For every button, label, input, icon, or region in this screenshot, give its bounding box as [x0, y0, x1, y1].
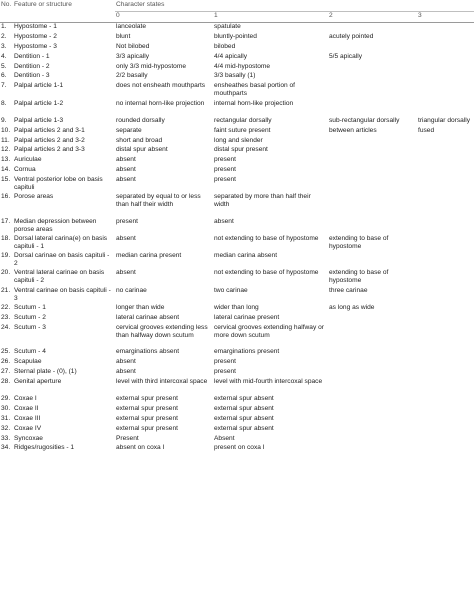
row-number: 3. — [1, 42, 7, 50]
state-2-cell — [328, 435, 417, 445]
table-row — [0, 33, 474, 43]
state-2-cell — [328, 348, 417, 358]
header-row-state-numbers — [0, 12, 474, 23]
state-1-cell: level with mid-fourth intercoxal space — [214, 377, 323, 385]
state-0-cell: absent — [116, 166, 136, 174]
feature-name: Hypostome - 3 — [14, 42, 57, 50]
table-row — [0, 63, 474, 73]
state-2-cell — [328, 100, 417, 117]
feature-name: Scutum - 3 — [14, 323, 46, 331]
state-3-cell — [417, 378, 474, 395]
feature-name: Sternal plate - (0), (1) — [14, 367, 77, 375]
state-2-cell — [328, 82, 417, 99]
feature-name: Genital aperture — [14, 377, 62, 385]
state-0-cell: absent — [116, 358, 136, 366]
state-0-cell: 2/2 basally — [116, 72, 148, 80]
feature-name: Palpal article 1-3 — [14, 116, 64, 124]
state-1-cell: cervical grooves extending halfway or more down scutum — [214, 323, 324, 339]
state-1-cell: rectangular dorsally — [214, 116, 272, 124]
state-0-cell: cervical grooves extending less than halfway down scutum — [116, 323, 208, 339]
state-3-cell — [417, 269, 474, 286]
state-2-cell — [328, 23, 417, 33]
feature-column-header: Feature or structure — [14, 1, 72, 8]
state-3-cell — [417, 444, 474, 454]
state-1-cell: external spur absent — [214, 424, 274, 432]
table-row — [0, 117, 474, 127]
state-1-cell: bilobed — [214, 42, 236, 50]
table-row — [0, 82, 474, 99]
state-1-cell: distal spur present — [214, 146, 268, 154]
row-number: 5. — [1, 62, 7, 70]
state-3-cell — [417, 23, 474, 33]
table-body — [0, 23, 474, 455]
row-number: 14. — [1, 166, 11, 174]
row-number: 19. — [1, 252, 11, 260]
row-number: 18. — [1, 235, 11, 243]
state-0-cell: external spur present — [116, 424, 178, 432]
feature-name: Palpal articles 2 and 3-2 — [14, 136, 85, 144]
state-2-cell: 5/5 apically — [329, 52, 362, 60]
table-row — [0, 146, 474, 156]
state-2-cell — [328, 63, 417, 73]
state-1-cell: present — [214, 367, 236, 375]
state-3-cell — [417, 425, 474, 435]
feature-name: Coxae II — [14, 404, 39, 412]
row-number: 12. — [1, 146, 11, 154]
table-row — [0, 324, 474, 349]
feature-name: Dorsal lateral carina(e) on basis capituli - 1 — [14, 235, 108, 251]
state-3-cell — [417, 235, 474, 252]
state-2-cell — [328, 444, 417, 454]
no-column-header: No. — [1, 1, 12, 8]
table-row — [0, 348, 474, 358]
feature-name: Cornua — [14, 166, 36, 174]
table-header — [0, 1, 474, 23]
feature-name: Scapulae — [14, 358, 42, 366]
state-0-header: 0 — [115, 12, 213, 23]
state-1-cell: present — [214, 166, 236, 174]
state-3-cell — [417, 405, 474, 415]
state-3-cell — [417, 435, 474, 445]
state-0-cell: blunt — [116, 32, 131, 40]
feature-name: Scutum - 4 — [14, 348, 46, 356]
table-row — [0, 314, 474, 324]
state-2-cell — [328, 166, 417, 176]
state-0-cell: longer than wide — [116, 303, 165, 311]
state-3-cell — [417, 304, 474, 314]
table-row — [0, 368, 474, 378]
state-0-cell: external spur present — [116, 395, 178, 403]
header-spacer — [13, 12, 115, 23]
state-0-cell: only 3/3 mid-hypostome — [116, 62, 187, 70]
state-3-cell — [417, 193, 474, 218]
table-row — [0, 425, 474, 435]
state-0-cell: level with third intercoxal space — [116, 377, 208, 385]
row-number: 4. — [1, 52, 7, 60]
state-3-cell — [417, 82, 474, 99]
feature-name: Dentition - 2 — [14, 62, 50, 70]
row-number: 33. — [1, 434, 11, 442]
state-3-cell: triangular dorsally — [418, 116, 471, 124]
feature-name: Palpal article 1-1 — [14, 82, 64, 90]
state-3-cell — [417, 415, 474, 425]
state-0-cell: no internal horn-like projection — [116, 99, 205, 107]
state-1-cell: ensheathes basal portion of mouthparts — [214, 82, 296, 98]
feature-name: Dentition - 1 — [14, 52, 50, 60]
character-states-header: Character states — [115, 1, 474, 12]
state-3-cell — [417, 156, 474, 166]
state-2-cell — [328, 218, 417, 235]
state-2-cell: between articles — [329, 126, 377, 134]
state-0-cell: 3/3 apically — [116, 52, 149, 60]
state-1-cell: present — [214, 156, 236, 164]
feature-name: Coxae I — [14, 395, 37, 403]
row-number: 23. — [1, 313, 11, 321]
table-row — [0, 235, 474, 252]
state-0-cell: present — [116, 217, 138, 225]
state-1-cell: faint suture present — [214, 126, 271, 134]
feature-name: Palpal articles 2 and 3-3 — [14, 146, 85, 154]
row-number: 6. — [1, 72, 7, 80]
state-0-cell: Not bilobed — [116, 42, 150, 50]
row-number: 15. — [1, 176, 11, 184]
table-row — [0, 415, 474, 425]
state-3-cell — [417, 287, 474, 304]
row-number: 24. — [1, 323, 11, 331]
row-number: 13. — [1, 156, 11, 164]
table-row — [0, 176, 474, 193]
feature-name: Palpal article 1-2 — [14, 99, 64, 107]
state-1-cell: long and slender — [214, 136, 263, 144]
feature-name: Auriculae — [14, 156, 42, 164]
state-3-cell — [417, 252, 474, 269]
feature-name: Palpal articles 2 and 3-1 — [14, 126, 85, 134]
feature-name: Coxae IV — [14, 424, 42, 432]
state-0-cell: external spur present — [116, 404, 178, 412]
state-0-cell: absent — [116, 156, 136, 164]
row-number: 21. — [1, 286, 11, 294]
row-number: 28. — [1, 377, 11, 385]
state-1-cell: 4/4 mid-hypostome — [214, 62, 271, 70]
state-0-cell: rounded dorsally — [116, 116, 165, 124]
state-1-cell: two carinae — [214, 286, 248, 294]
state-2-header: 2 — [328, 12, 417, 23]
row-number: 29. — [1, 395, 11, 403]
table-row — [0, 193, 474, 218]
feature-name: Ventral carinae on basis capituli - 3 — [14, 286, 111, 302]
state-2-cell: extending to base of hypostome — [329, 235, 389, 251]
row-number: 1. — [1, 23, 7, 30]
table-row — [0, 444, 474, 454]
row-number: 32. — [1, 424, 11, 432]
table-row — [0, 405, 474, 415]
row-number: 26. — [1, 358, 11, 366]
state-0-cell: median carina present — [116, 252, 182, 260]
feature-name: Coxae III — [14, 414, 41, 422]
state-2-cell — [328, 43, 417, 53]
state-0-cell: emarginations absent — [116, 348, 180, 356]
state-0-cell: distal spur absent — [116, 146, 168, 154]
state-0-cell: lanceolate — [116, 23, 147, 30]
state-1-cell: absent — [214, 217, 234, 225]
state-2-cell — [328, 314, 417, 324]
row-number: 7. — [1, 82, 7, 90]
state-2-cell — [328, 425, 417, 435]
state-2-cell: acutely pointed — [329, 32, 374, 40]
header-spacer — [0, 12, 13, 23]
state-0-cell: no carinae — [116, 286, 147, 294]
state-1-cell: not extending to base of hypostome — [214, 235, 319, 243]
state-0-cell: external spur present — [116, 414, 178, 422]
state-2-cell — [328, 395, 417, 405]
state-1-cell: spatulate — [214, 23, 241, 30]
table-row — [0, 166, 474, 176]
table-row — [0, 269, 474, 286]
state-3-cell — [417, 348, 474, 358]
state-2-cell — [328, 358, 417, 368]
state-1-cell: bluntly-pointed — [214, 32, 257, 40]
row-number: 34. — [1, 444, 11, 452]
state-1-header: 1 — [213, 12, 328, 23]
table-row — [0, 218, 474, 235]
state-2-cell — [328, 156, 417, 166]
state-3-cell — [417, 176, 474, 193]
state-1-cell: present — [214, 358, 236, 366]
row-number: 9. — [1, 116, 7, 124]
character-states-table — [0, 1, 474, 454]
table-row — [0, 137, 474, 147]
feature-name: Ridges/rugosities - 1 — [14, 444, 75, 452]
table-row — [0, 100, 474, 117]
state-3-cell: fused — [418, 126, 435, 134]
state-1-cell: 3/3 basally (1) — [214, 72, 256, 80]
feature-name: Hypostome - 1 — [14, 23, 57, 30]
state-1-cell: emarginations present — [214, 348, 280, 356]
row-number: 16. — [1, 193, 11, 201]
state-3-cell — [417, 395, 474, 405]
table-row — [0, 72, 474, 82]
state-3-cell — [417, 100, 474, 117]
state-2-cell — [328, 146, 417, 156]
table-row — [0, 156, 474, 166]
state-3-cell — [417, 146, 474, 156]
table-row — [0, 53, 474, 63]
state-0-cell: absent on coxa I — [116, 444, 165, 452]
row-number: 8. — [1, 99, 7, 107]
state-1-cell: wider than long — [214, 303, 259, 311]
feature-name: Dentition - 3 — [14, 72, 50, 80]
feature-name: Scutum - 2 — [14, 313, 46, 321]
state-0-cell: Present — [116, 434, 139, 442]
state-2-cell: sub-rectangular dorsally — [329, 116, 400, 124]
table-row — [0, 23, 474, 33]
state-2-cell — [328, 252, 417, 269]
state-0-cell: separated by equal to or less than half their width — [116, 193, 201, 209]
feature-name: Scutum - 1 — [14, 303, 46, 311]
state-2-cell — [328, 193, 417, 218]
state-3-cell — [417, 63, 474, 73]
state-1-cell: external spur absent — [214, 404, 274, 412]
feature-name: Syncoxae — [14, 434, 43, 442]
state-0-cell: absent — [116, 367, 136, 375]
state-2-cell — [328, 72, 417, 82]
row-number: 17. — [1, 217, 11, 225]
state-1-cell: lateral carinae present — [214, 313, 280, 321]
state-2-cell — [328, 415, 417, 425]
row-number: 11. — [1, 136, 10, 144]
row-number: 20. — [1, 269, 11, 277]
state-0-cell: absent — [116, 176, 136, 184]
row-number: 27. — [1, 367, 11, 375]
state-3-cell — [417, 53, 474, 63]
row-number: 22. — [1, 303, 11, 311]
state-3-header: 3 — [417, 12, 474, 23]
feature-name: Ventral lateral carinae on basis capituli - 2 — [14, 269, 105, 285]
row-number: 30. — [1, 404, 11, 412]
state-0-cell: separate — [116, 126, 142, 134]
feature-name: Hypostome - 2 — [14, 32, 57, 40]
state-3-cell — [417, 33, 474, 43]
feature-name: Median depression between porose areas — [14, 217, 97, 233]
state-1-cell: external spur absent — [214, 414, 274, 422]
table-row — [0, 252, 474, 269]
table-row — [0, 127, 474, 137]
state-1-cell: present on coxa I — [214, 444, 265, 452]
state-0-cell: does not ensheath mouthparts — [116, 82, 206, 90]
header-row-main — [0, 1, 474, 12]
state-3-cell — [417, 314, 474, 324]
state-2-cell — [328, 405, 417, 415]
state-1-cell: internal horn-like projection — [214, 99, 294, 107]
feature-name: Dorsal carinae on basis capituli - 2 — [14, 252, 110, 268]
feature-name: Porose areas — [14, 193, 54, 201]
table-row — [0, 287, 474, 304]
state-3-cell — [417, 368, 474, 378]
state-1-cell: 4/4 apically — [214, 52, 247, 60]
row-number: 31. — [1, 414, 11, 422]
table-row — [0, 395, 474, 405]
state-1-cell: median carina absent — [214, 252, 278, 260]
state-2-cell — [328, 378, 417, 395]
row-number: 2. — [1, 32, 7, 40]
state-2-cell — [328, 137, 417, 147]
state-3-cell — [417, 43, 474, 53]
state-0-cell: lateral carinae absent — [116, 313, 180, 321]
state-1-cell: external spur absent — [214, 395, 274, 403]
table-row — [0, 358, 474, 368]
state-0-cell: short and broad — [116, 136, 163, 144]
state-3-cell — [417, 358, 474, 368]
state-3-cell — [417, 72, 474, 82]
state-0-cell: absent — [116, 235, 136, 243]
state-2-cell: extending to base of hypostome — [329, 269, 389, 285]
row-number: 25. — [1, 348, 11, 356]
state-1-cell: present — [214, 176, 236, 184]
table-row — [0, 43, 474, 53]
state-3-cell — [417, 166, 474, 176]
state-1-cell: Absent — [214, 434, 235, 442]
table-row — [0, 435, 474, 445]
state-3-cell — [417, 324, 474, 349]
table-row — [0, 304, 474, 314]
state-1-cell: not extending to base of hypostome — [214, 269, 319, 277]
state-0-cell: absent — [116, 269, 136, 277]
state-2-cell: as long as wide — [329, 303, 375, 311]
state-3-cell — [417, 137, 474, 147]
state-2-cell — [328, 176, 417, 193]
row-number: 10. — [1, 126, 11, 134]
table-row — [0, 378, 474, 395]
state-2-cell — [328, 368, 417, 378]
state-2-cell — [328, 324, 417, 349]
state-3-cell — [417, 218, 474, 235]
state-2-cell: three carinae — [329, 286, 368, 294]
feature-name: Ventral posterior lobe on basis capituli — [14, 176, 103, 192]
state-1-cell: separated by more than half their width — [214, 193, 311, 209]
